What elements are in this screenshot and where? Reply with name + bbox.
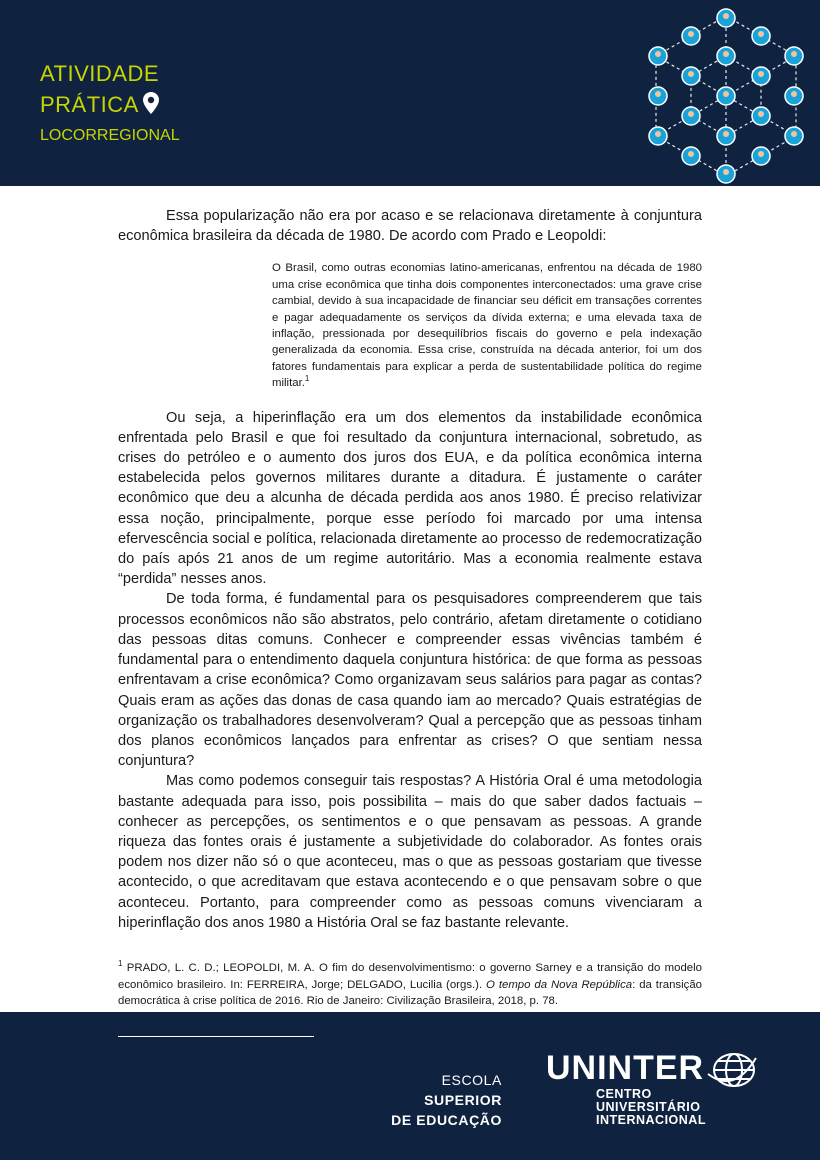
uninter-logo xyxy=(546,1048,706,1127)
footnote-text-after: : da transição democrática à crise política de 2016. Rio de Janeiro: Civilização Brasileira, 2018, p. 78. xyxy=(118,978,702,1008)
uninter-name: UNINTER xyxy=(546,1049,705,1087)
people-network-icon xyxy=(636,4,816,184)
footnote-divider xyxy=(118,1036,314,1037)
footnote-number: 1 xyxy=(118,959,123,969)
footnote-ref: 1 xyxy=(304,374,310,384)
footnote-title: O tempo da Nova República xyxy=(486,978,633,991)
map-pin-icon xyxy=(143,91,159,122)
globe-icon xyxy=(706,1050,758,1090)
escola-logo xyxy=(362,1070,502,1130)
paragraph-historia-oral: Mas como podemos conseguir tais respostas? A História Oral é uma metodologia bastante adequada para isso, pois possibilita – mais do que saber dados factuais – conhecer as percepções, os sentimentos e o que pensavam as pessoas. A grande riqueza das fontes orais é justamente a subjetividade do colaborador. As fontes orais podem nos dizer não só o que aconteceu, mas o que as pessoas gostariam que tivesse acontecido, o que acreditavam que estava acontecendo e o que pensavam sobre o que aconteceu. Portanto, para compreender como as pessoas comuns vivenciaram a hiperinflação dos anos 1980 a História Oral se faz bastante relevante. xyxy=(118,773,702,931)
paragraph-hiperinflacao: Ou seja, a hiperinflação era um dos elementos da instabilidade econômica enfrentada pelo Brasil e que foi resultado da conjuntura internacional, sobretudo, as crises do petróleo e o aumento dos juros dos EUA, e da política econômica interna estabelecida pelos governos militares durante a ditadura. É justamente o caráter econômico que deu a alcunha de década perdida aos anos 1980. É preciso relativizar essa noção, principalmente, porque esse período foi marcado por uma intensa efervescência social e política, relacionada diretamente ao processo de redemocratização do país após 21 anos de um regime autoritário. Mas a economia realmente estava “perdida” nesses anos. xyxy=(118,409,702,588)
uninter-centro: CENTRO xyxy=(596,1087,652,1101)
uninter-internacional: INTERNACIONAL xyxy=(596,1113,706,1127)
footnote xyxy=(118,960,702,1010)
page-header xyxy=(0,0,820,186)
brand-title xyxy=(40,58,180,148)
paragraph-intro: Essa popularização não era por acaso e se relacionava diretamente à conjuntura econômica brasileira da década de 1980. De acordo com Prado e Leopoldi: xyxy=(118,208,702,245)
escola-superior: SUPERIOR xyxy=(424,1092,502,1108)
paragraph-pesquisadores: De toda forma, é fundamental para os pesquisadores compreenderem que tais processos econômicos não são abstratos, pelo contrário, afetam diretamente o cotidiano das pessoas ditas comuns. Conhecer e compreender essas vivências também é fundamental para o entendimento daquela conjuntura histórica: de que forma as pessoas enfrentavam a crise econômica? Como organizavam seus salários para pagar as contas? Quais eram as ações das donas de casa quando iam ao mercado? Quais estratégias de organização os trabalhadores desenvolveram? Qual a percepção que as pessoas tinham dos planos econômicos lançados para enfrentar as crises? O que sentiam nessa conjuntura? xyxy=(118,591,702,770)
quote-text: O Brasil, como outras economias latino-americanas, enfrentou na década de 1980 uma crise econômica que tinha dois componentes interconectados: uma grave crise cambial, devido à sua incapacidade de financiar seu déficit em transações correntes e pagar adequadamente os serviços da dívida externa; e uma elevada taxa de inflação, pressionada por desequilíbrios fiscais do governo e pela indexação generalizada da economia. Essa crise, construída na década anterior, foi um dos fatores fundamentais para explicar a perda de sustentabilidade política do regime militar. xyxy=(272,262,702,390)
block-quote xyxy=(272,260,702,391)
page-footer xyxy=(0,1012,820,1160)
escola-prefix: ESCOLA xyxy=(441,1072,502,1088)
brand-line-pratica: PRÁTICA xyxy=(40,92,139,117)
footnote-text-before: PRADO, L. C. D.; LEOPOLDI, M. A. O fim do desenvolvimentismo: o governo Sarney e a transição do modelo econômico brasileiro. In: FERREIRA, Jorge; DELGADO, Lucilia (orgs.). xyxy=(118,962,702,991)
main-content xyxy=(118,206,702,933)
brand-line-locorregional: LOCORREGIONAL xyxy=(40,127,180,144)
brand-line-atividade: ATIVIDADE xyxy=(40,61,160,86)
escola-de-educacao: DE EDUCAÇÃO xyxy=(391,1112,502,1128)
uninter-universitario: UNIVERSITÁRIO xyxy=(596,1100,701,1114)
